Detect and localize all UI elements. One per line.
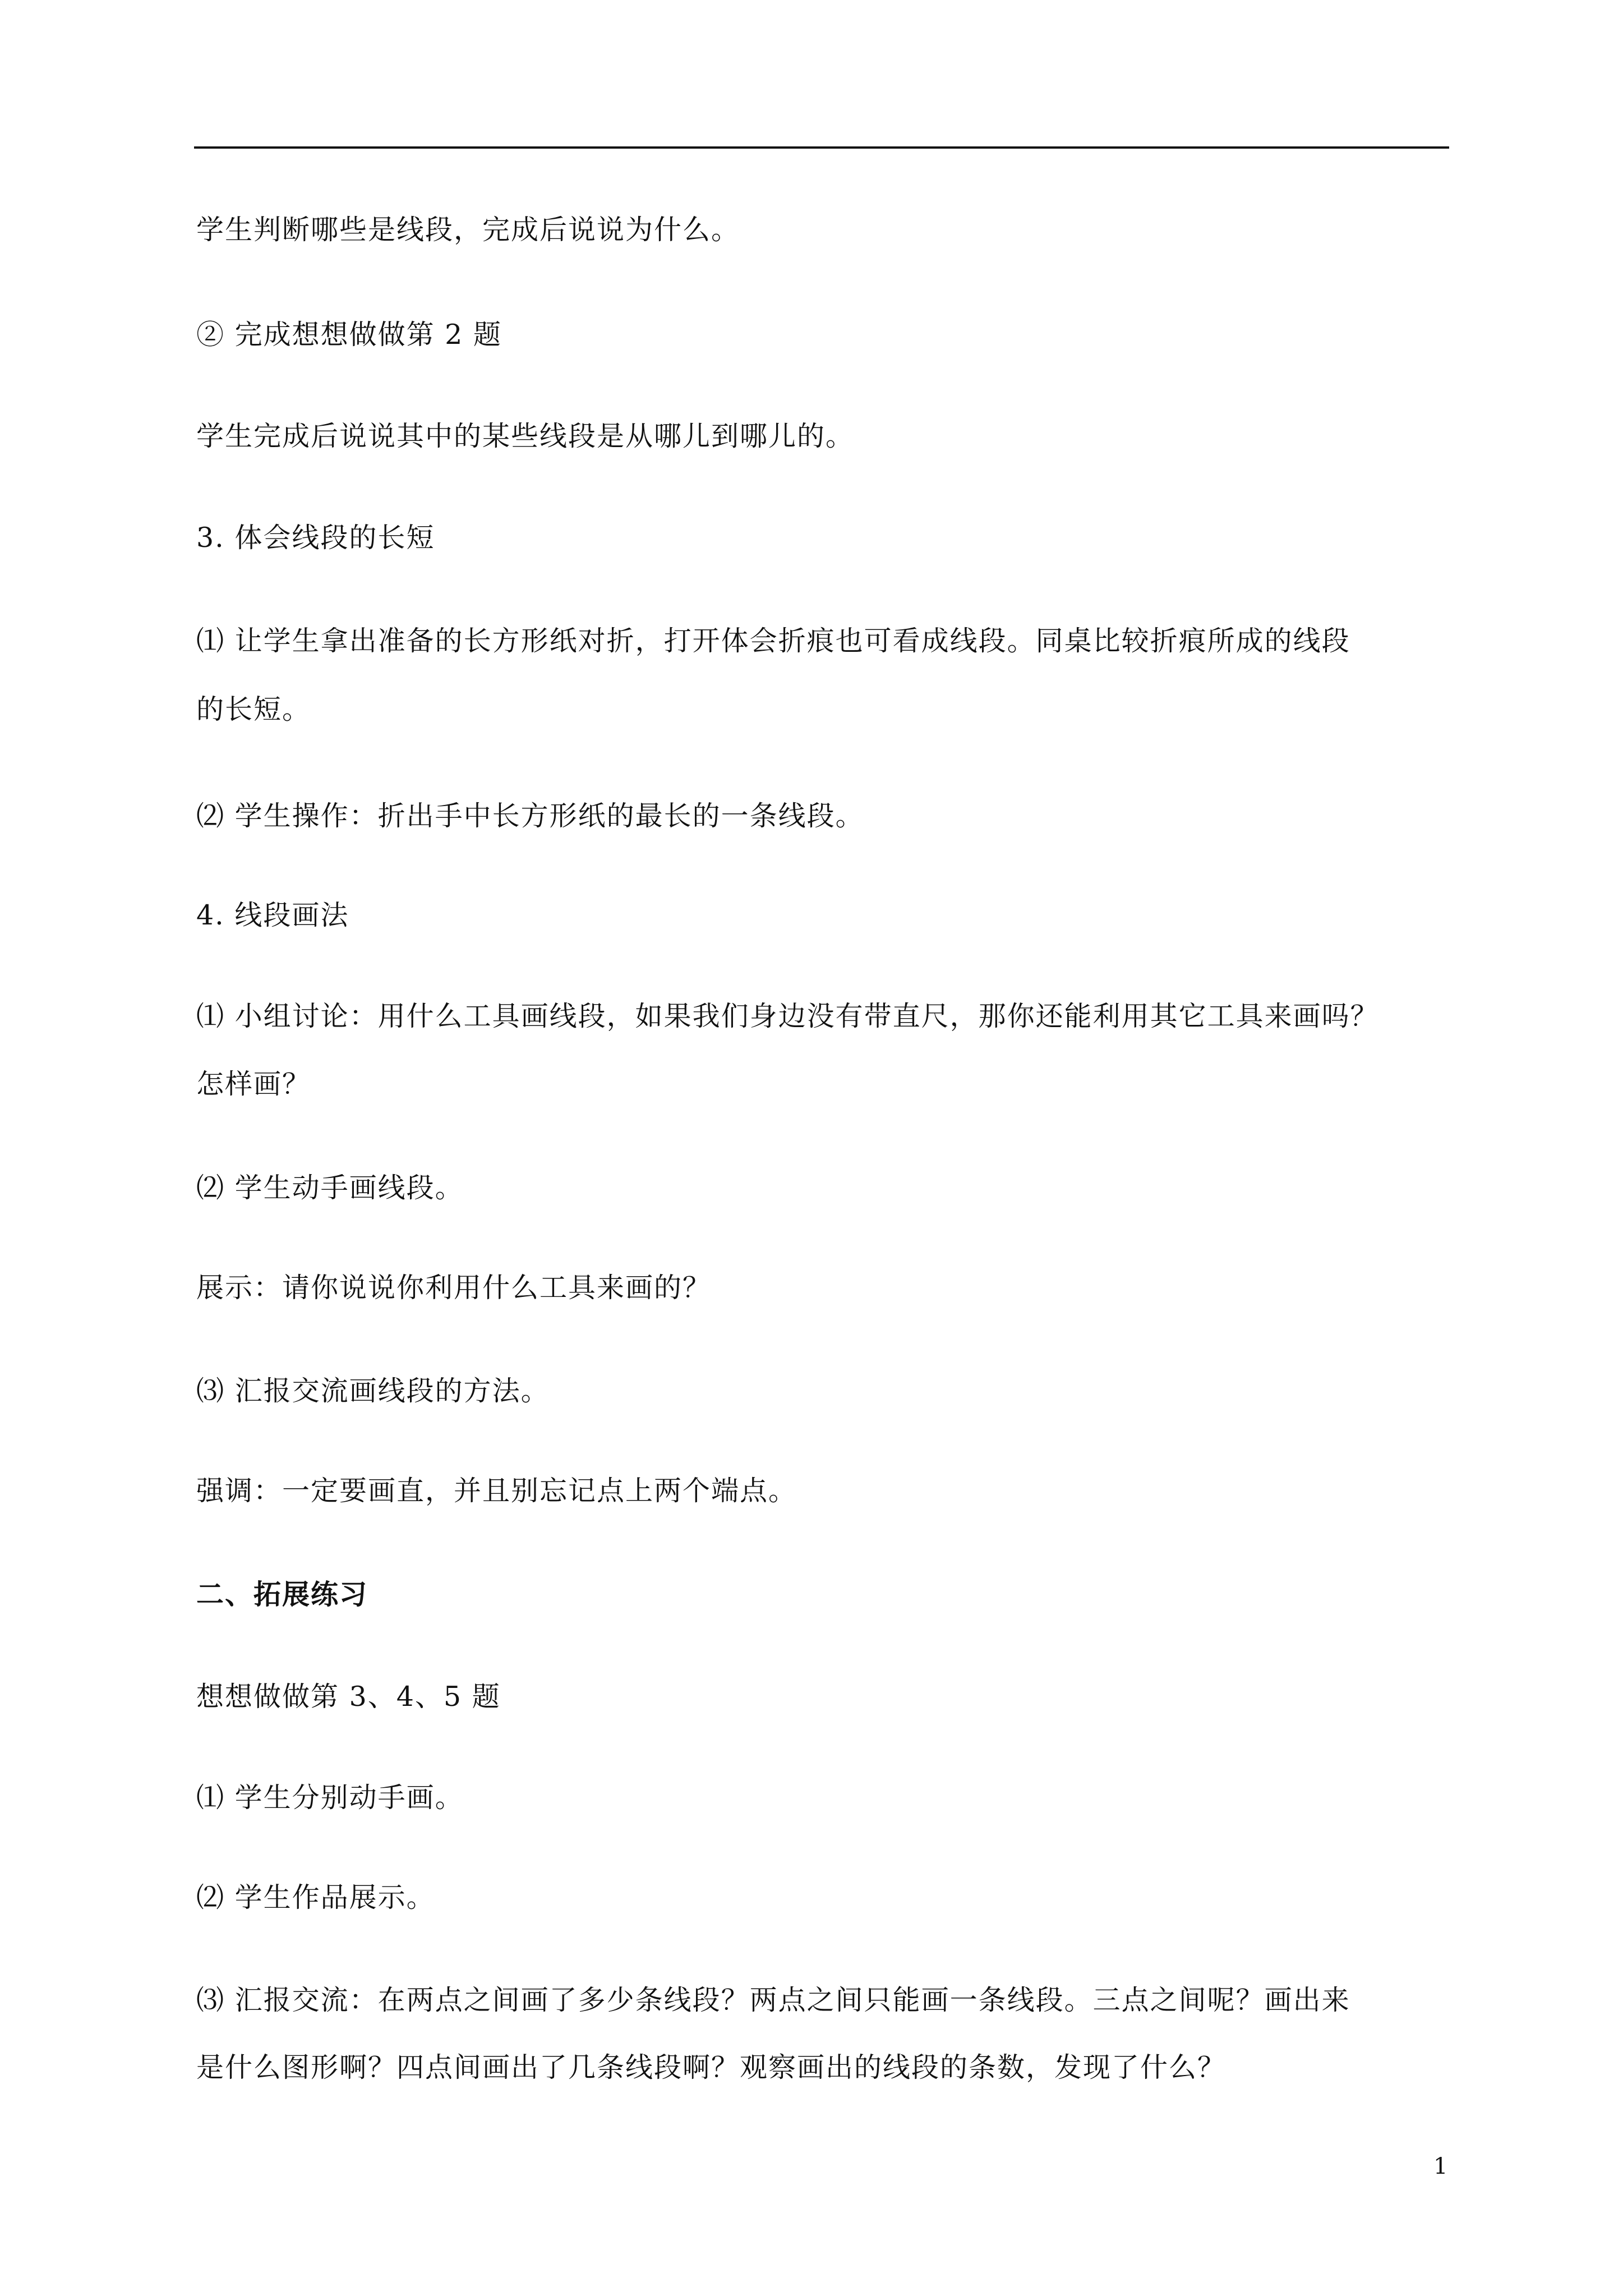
paragraph: 展示：请你说说你利用什么工具来画的？ — [196, 1272, 712, 1304]
paragraph: ⑶ 汇报交流：在两点之间画了多少条线段？两点之间只能画一条线段。三点之间呢？画出来 — [196, 1984, 1350, 2016]
header-rule — [194, 146, 1449, 149]
paragraph: 4. 线段画法 — [196, 899, 349, 931]
paragraph: 学生判断哪些是线段，完成后说说为什么。 — [196, 214, 740, 246]
paragraph: 怎样画？ — [196, 1068, 311, 1100]
paragraph: 3. 体会线段的长短 — [196, 522, 435, 554]
section-heading: 二、拓展练习 — [196, 1578, 368, 1611]
paragraph: ⑶ 汇报交流画线段的方法。 — [196, 1375, 550, 1407]
page-number: 1 — [1433, 2154, 1448, 2179]
paragraph: 的长短。 — [196, 693, 311, 725]
paragraph: ⑴ 小组讨论：用什么工具画线段，如果我们身边没有带直尺，那你还能利用其它工具来画吗？ — [196, 1000, 1379, 1032]
paragraph: ⑴ 让学生拿出准备的长方形纸对折，打开体会折痕也可看成线段。同桌比较折痕所成的线段 — [196, 625, 1350, 657]
paragraph: ② 完成想想做做第 2 题 — [196, 319, 502, 351]
paragraph: 是什么图形啊？四点间画出了几条线段啊？观察画出的线段的条数，发现了什么？ — [196, 2051, 1227, 2083]
paragraph: 强调：一定要画直，并且别忘记点上两个端点。 — [196, 1475, 797, 1507]
paragraph: ⑴ 学生分别动手画。 — [196, 1782, 464, 1814]
paragraph: 想想做做第 3、4、5 题 — [196, 1681, 501, 1713]
paragraph: 学生完成后说说其中的某些线段是从哪儿到哪儿的。 — [196, 420, 855, 452]
paragraph: ⑵ 学生操作：折出手中长方形纸的最长的一条线段。 — [196, 800, 864, 832]
paragraph: ⑵ 学生作品展示。 — [196, 1881, 435, 1913]
paragraph: ⑵ 学生动手画线段。 — [196, 1172, 464, 1204]
